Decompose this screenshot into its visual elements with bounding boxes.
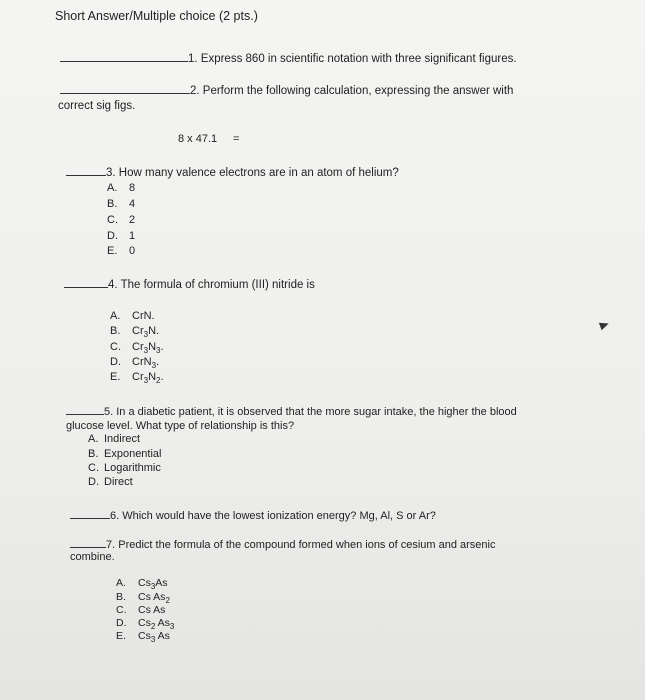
question-7-continued: combine.: [70, 551, 115, 563]
q7-option-a[interactable]: A. $Cs_3As$: [116, 577, 168, 592]
question-4-text: 4. The formula of chromium (III) nitride is: [108, 279, 315, 291]
q4-option-a[interactable]: A. CrN.: [110, 310, 155, 322]
question-5: [66, 405, 517, 419]
question-3-text: 3. How many valence electrons are in an atom of helium?: [106, 167, 399, 179]
question-2: [60, 84, 513, 98]
calculation-expression: 8 x 47.1: [178, 133, 218, 145]
q3-option-b[interactable]: B. 4: [107, 198, 136, 210]
question-3: [66, 166, 399, 180]
question-2-text: 2. Perform the following calculation, expressing the answer with: [190, 85, 514, 97]
q4-option-d[interactable]: D. CrN$_3$.: [110, 356, 160, 371]
q7-option-e[interactable]: E. $Cs_3$ As: [116, 630, 170, 645]
q3-option-e[interactable]: E. 0: [107, 245, 136, 257]
question-2-continued: correct sig figs.: [58, 100, 136, 112]
answer-blank-3[interactable]: [66, 175, 106, 176]
q3-option-d[interactable]: D. 1: [107, 230, 136, 242]
answer-blank-7[interactable]: [70, 547, 106, 548]
q7-option-c[interactable]: C. Cs As: [116, 604, 166, 616]
q5-option-c[interactable]: C. Logarithmic: [88, 462, 161, 474]
question-6: [70, 509, 436, 523]
answer-blank-5[interactable]: [66, 414, 104, 415]
q3-option-c[interactable]: C. 2: [107, 214, 136, 226]
question-7: [70, 538, 496, 552]
q4-option-c[interactable]: C. $Cr_3N_3$.: [110, 341, 164, 356]
q4-option-e[interactable]: E. $Cr_3N_2$.: [110, 371, 164, 386]
question-5-continued: glucose level. What type of relationship is this?: [66, 420, 295, 432]
q3-option-a[interactable]: A. 8: [107, 182, 136, 194]
question-5-text: 5. In a diabetic patient, it is observed that the more sugar intake, the higher the blood: [104, 406, 517, 418]
question-7-text: 7. Predict the formula of the compound formed when ions of cesium and arsenic: [106, 539, 496, 551]
page-title: Short Answer/Multiple choice (2 pts.): [55, 9, 258, 23]
q7-option-b[interactable]: B. Cs $As_2$: [116, 591, 170, 606]
question-1-text: 1. Express 860 in scientific notation with three significant figures.: [188, 53, 517, 65]
q7-option-d[interactable]: D. $Cs_2$ $As_3$: [116, 617, 175, 632]
answer-blank-4[interactable]: [64, 287, 108, 288]
q5-option-d[interactable]: D. Direct: [88, 476, 133, 488]
question-6-text: 6. Which would have the lowest ionization energy? Mg, Al, S or Ar?: [110, 510, 436, 522]
calculation-equals: =: [233, 133, 240, 145]
answer-blank-1[interactable]: [60, 61, 188, 62]
question-4: [64, 278, 315, 292]
q5-option-a[interactable]: A. Indirect: [88, 433, 141, 445]
q5-option-b[interactable]: B. Exponential: [88, 448, 162, 460]
cursor-pointer-icon: [599, 320, 610, 331]
question-1: [60, 52, 517, 66]
answer-blank-2[interactable]: [60, 93, 190, 94]
answer-blank-6[interactable]: [70, 518, 110, 519]
q4-option-b[interactable]: B. $Cr_3N$.: [110, 325, 160, 340]
